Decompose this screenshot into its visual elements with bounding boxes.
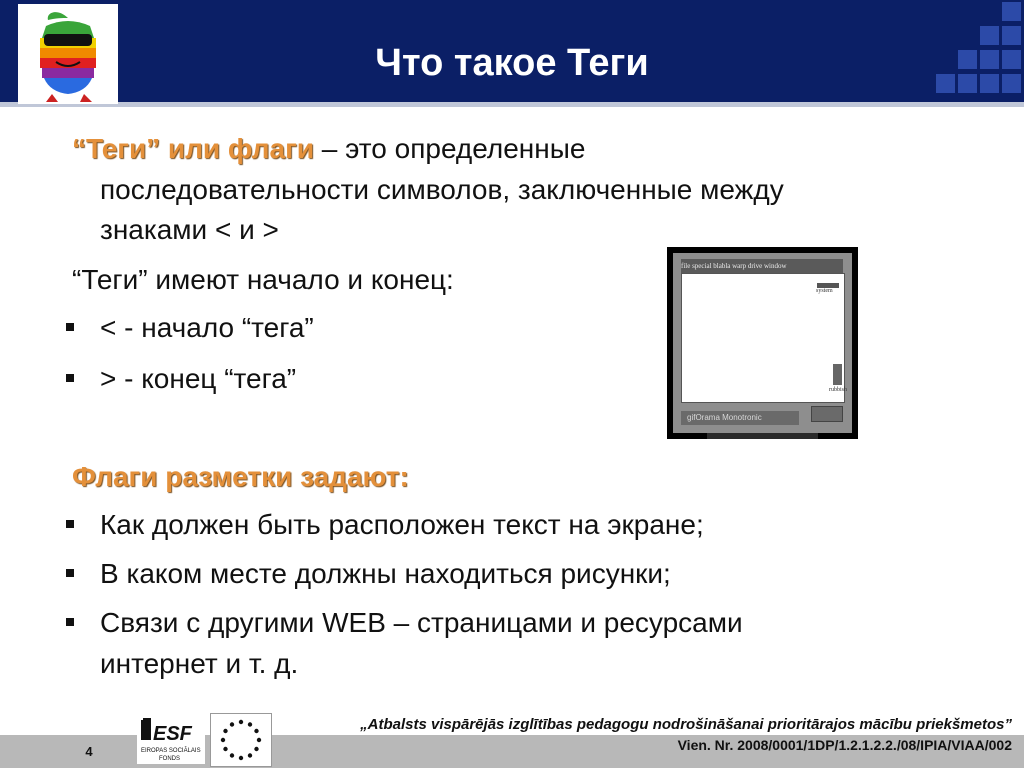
page-number: 4 bbox=[85, 744, 93, 759]
monitor-knob bbox=[811, 406, 843, 422]
tags-highlight: “Теги” или флаги bbox=[72, 133, 314, 164]
intro-line-1-rest: – это определенные bbox=[313, 133, 586, 164]
monitor-menu-bar: file special blabla warp drive window bbox=[681, 259, 843, 273]
system-label: system bbox=[816, 288, 833, 294]
rubbish-label: rubbish bbox=[829, 387, 847, 393]
begin-end-line: “Теги” имеют начало и конец: bbox=[72, 264, 454, 295]
esf-label: ESF bbox=[153, 723, 192, 745]
begin-item: < - начало “тега” bbox=[100, 312, 314, 343]
bullet-icon bbox=[66, 323, 74, 331]
esf-logo bbox=[137, 714, 205, 764]
monitor-illustration bbox=[667, 247, 858, 439]
markup-item-1: Как должен быть расположен текст на экране; bbox=[100, 509, 704, 540]
markup-item-3-continuation: интернет и т. д. bbox=[100, 648, 299, 679]
bullet-icon bbox=[66, 569, 74, 577]
intro-line-3: знаками < и > bbox=[100, 214, 279, 245]
intro-line-1 bbox=[72, 135, 585, 163]
esf-sub-2: FONDS bbox=[159, 756, 180, 762]
esf-sub-1: EIROPAS SOCIĀLAIS bbox=[141, 748, 201, 754]
markup-item-3: Связи с другими WEB – страницами и ресурсами bbox=[100, 607, 743, 638]
eu-stars-icon bbox=[211, 714, 271, 766]
footer-project-title: „Atbalsts vispārējās izglītības pedagogu nodrošināšanai prioritārajos mācību priekšmetos” bbox=[360, 716, 1012, 733]
intro-line-2: последовательности символов, заключенные между bbox=[100, 174, 784, 205]
footer-project-number: Vien. Nr. 2008/0001/1DP/1.2.1.2.2./08/IPIA/VIAA/002 bbox=[677, 737, 1012, 753]
markup-heading: Флаги разметки задают: bbox=[72, 461, 409, 492]
monitor-screen bbox=[681, 273, 845, 403]
monitor-base bbox=[707, 433, 818, 439]
eu-flag bbox=[210, 713, 272, 767]
markup-item-2: В каком месте должны находиться рисунки; bbox=[100, 558, 671, 589]
bullet-icon bbox=[66, 520, 74, 528]
monitor-brand: gifOrama Monotronic bbox=[681, 411, 799, 425]
slide-title: Что такое Теги bbox=[375, 42, 649, 84]
end-item: > - конец “тега” bbox=[100, 363, 297, 394]
bullet-icon bbox=[66, 618, 74, 626]
rubbish-icon bbox=[833, 364, 842, 385]
bullet-icon bbox=[66, 374, 74, 382]
